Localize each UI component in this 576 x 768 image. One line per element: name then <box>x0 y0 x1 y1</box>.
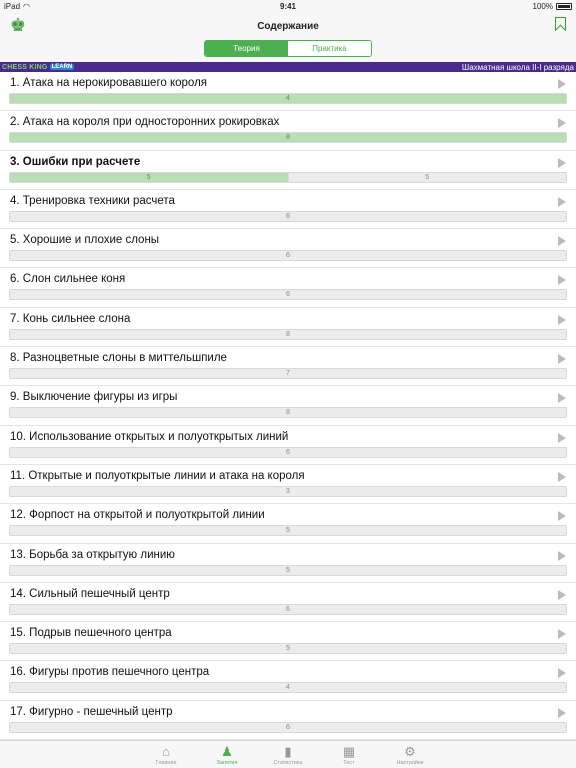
chapter-progress-bar <box>9 368 567 379</box>
chapter-title: 7. Конь сильнее слона <box>10 312 131 325</box>
tab-label: Занятия <box>216 760 238 766</box>
chapter-title: 12. Форпост на открытой и полуоткрытой линии <box>10 509 265 522</box>
status-right <box>533 2 572 11</box>
chapter-title: 4. Тренировка техники расчета <box>10 194 175 207</box>
tab-bar <box>0 740 576 768</box>
progress-segment[interactable]: 5 <box>288 173 567 182</box>
chapter-progress-bar <box>9 250 567 261</box>
battery-percent: 100% <box>532 1 553 11</box>
chapter-progress-bar <box>9 289 567 300</box>
segment-bar <box>0 40 576 62</box>
chapter-progress-bar <box>9 604 567 615</box>
tab-gear[interactable] <box>380 741 441 768</box>
progress-segment[interactable]: 6 <box>10 212 566 221</box>
battery-icon <box>556 3 572 10</box>
chapter-row[interactable] <box>0 229 576 268</box>
chapter-row[interactable] <box>0 151 576 190</box>
chapter-progress-bar <box>9 211 567 222</box>
play-arrow-icon[interactable] <box>558 511 566 521</box>
page-title: Содержание <box>257 20 319 32</box>
brand-name: CHESS KING <box>2 63 48 71</box>
chapter-row[interactable] <box>0 72 576 111</box>
play-arrow-icon[interactable] <box>558 236 566 246</box>
chapter-title: 16. Фигуры против пешечного центра <box>10 666 210 679</box>
chess-king-logo-icon[interactable]: ♚ <box>9 15 27 35</box>
chapter-title: 9. Выключение фигуры из игры <box>10 391 178 404</box>
tab-home[interactable] <box>136 741 197 768</box>
chapter-title: 17. Фигурно - пешечный центр <box>10 705 173 718</box>
play-arrow-icon[interactable] <box>558 629 566 639</box>
chapter-title: 15. Подрыв пешечного центра <box>10 627 172 640</box>
play-arrow-icon[interactable] <box>558 118 566 128</box>
progress-segment[interactable]: 4 <box>10 94 566 103</box>
progress-segment[interactable]: 6 <box>10 723 566 732</box>
chapter-progress-bar <box>9 486 567 497</box>
progress-segment[interactable]: 5 <box>10 644 566 653</box>
chapter-progress-bar <box>9 93 567 104</box>
progress-segment[interactable]: 5 <box>10 566 566 575</box>
chapter-row[interactable] <box>0 386 576 425</box>
wifi-icon: ◠ <box>23 1 30 11</box>
chapter-title: 13. Борьба за открытую линию <box>10 548 175 561</box>
play-arrow-icon[interactable] <box>558 315 566 325</box>
brand-learn-badge: LEARN <box>51 64 73 70</box>
progress-segment[interactable]: 5 <box>10 526 566 535</box>
play-arrow-icon[interactable] <box>558 158 566 168</box>
chapter-row[interactable] <box>0 701 576 740</box>
chessboard-icon: ▦ <box>342 744 356 759</box>
chapter-progress-bar <box>9 407 567 418</box>
chapter-progress-bar <box>9 565 567 576</box>
chapter-row[interactable] <box>0 504 576 543</box>
chapter-row[interactable] <box>0 426 576 465</box>
navigation-bar <box>0 12 576 40</box>
chapter-row[interactable] <box>0 465 576 504</box>
chapter-progress-bar <box>9 172 567 183</box>
chapter-row[interactable] <box>0 347 576 386</box>
theory-practice-segmented-control <box>204 40 372 57</box>
play-arrow-icon[interactable] <box>558 708 566 718</box>
tab-bar-chart[interactable] <box>258 741 319 768</box>
tab-chessboard[interactable] <box>319 741 380 768</box>
chapter-row[interactable] <box>0 544 576 583</box>
chapter-title: 14. Сильный пешечный центр <box>10 587 170 600</box>
chapter-title: 6. Слон сильнее коня <box>10 273 126 286</box>
tab-label: Статистика <box>273 760 303 766</box>
chapter-row[interactable] <box>0 622 576 661</box>
play-arrow-icon[interactable] <box>558 354 566 364</box>
progress-segment[interactable]: 6 <box>10 448 566 457</box>
chapter-progress-bar <box>9 329 567 340</box>
chapter-title: 5. Хорошие и плохие слоны <box>10 234 160 247</box>
progress-segment[interactable]: 4 <box>10 683 566 692</box>
play-arrow-icon[interactable] <box>558 197 566 207</box>
chapter-progress-bar <box>9 132 567 143</box>
progress-segment[interactable]: 8 <box>10 330 566 339</box>
device-name: iPad <box>4 1 21 11</box>
course-banner <box>0 62 576 72</box>
chapter-title: 3. Ошибки при расчете <box>10 155 141 168</box>
chapter-row[interactable] <box>0 190 576 229</box>
segment-practice[interactable]: Практика <box>288 41 371 56</box>
progress-segment[interactable]: 6 <box>10 290 566 299</box>
chapter-row[interactable] <box>0 308 576 347</box>
chapter-row[interactable] <box>0 583 576 622</box>
status-left <box>4 2 30 11</box>
chapter-title: 8. Разноцветные слоны в миттельшпиле <box>10 352 227 365</box>
progress-segment[interactable]: 6 <box>10 251 566 260</box>
progress-segment[interactable]: 5 <box>10 173 288 182</box>
bookmark-icon[interactable] <box>555 17 566 31</box>
chapter-title: 2. Атака на короля при односторонних рокировках <box>10 116 280 129</box>
chapter-title: 1. Атака на нерокировавшего короля <box>10 77 208 89</box>
segment-theory[interactable]: Теория <box>205 41 288 56</box>
play-arrow-icon[interactable] <box>558 433 566 443</box>
play-arrow-icon[interactable] <box>558 393 566 403</box>
progress-segment[interactable]: 6 <box>10 605 566 614</box>
play-arrow-icon[interactable] <box>558 590 566 600</box>
chapter-title: 11. Открытые и полуоткрытые линии и атака на короля <box>10 469 305 482</box>
progress-segment[interactable]: 3 <box>10 487 566 496</box>
progress-segment[interactable]: 8 <box>10 133 566 142</box>
tab-label: Главная <box>155 760 177 766</box>
play-arrow-icon[interactable] <box>558 551 566 561</box>
play-arrow-icon[interactable] <box>558 472 566 482</box>
play-arrow-icon[interactable] <box>558 668 566 678</box>
chapter-progress-bar <box>9 643 567 654</box>
chapter-title: 10. Использование открытых и полуоткрытых линий <box>10 430 289 443</box>
chapter-row[interactable] <box>0 661 576 700</box>
progress-segment[interactable]: 7 <box>10 369 566 378</box>
chapter-progress-bar <box>9 722 567 733</box>
play-arrow-icon[interactable] <box>558 79 566 89</box>
status-bar <box>0 0 576 12</box>
bar-chart-icon: ▮ <box>284 744 292 759</box>
chapter-progress-bar <box>9 447 567 458</box>
chapter-progress-bar <box>9 525 567 536</box>
chapter-progress-bar <box>9 682 567 693</box>
tab-label: Настройки <box>396 760 424 766</box>
chess-king-brand <box>2 64 74 71</box>
chapter-list[interactable] <box>0 72 576 740</box>
pawn-icon: ♟ <box>221 744 233 759</box>
play-arrow-icon[interactable] <box>558 275 566 285</box>
gear-icon: ⚙ <box>404 744 416 759</box>
tab-pawn[interactable] <box>197 741 258 768</box>
course-title: Шахматная школа II-I разряда <box>461 62 574 72</box>
progress-segment[interactable]: 8 <box>10 408 566 417</box>
tab-label: Тест <box>343 760 355 766</box>
chapter-row[interactable] <box>0 111 576 150</box>
status-time: 9:41 <box>279 1 296 11</box>
home-icon: ⌂ <box>162 744 170 759</box>
chapter-row[interactable] <box>0 268 576 307</box>
